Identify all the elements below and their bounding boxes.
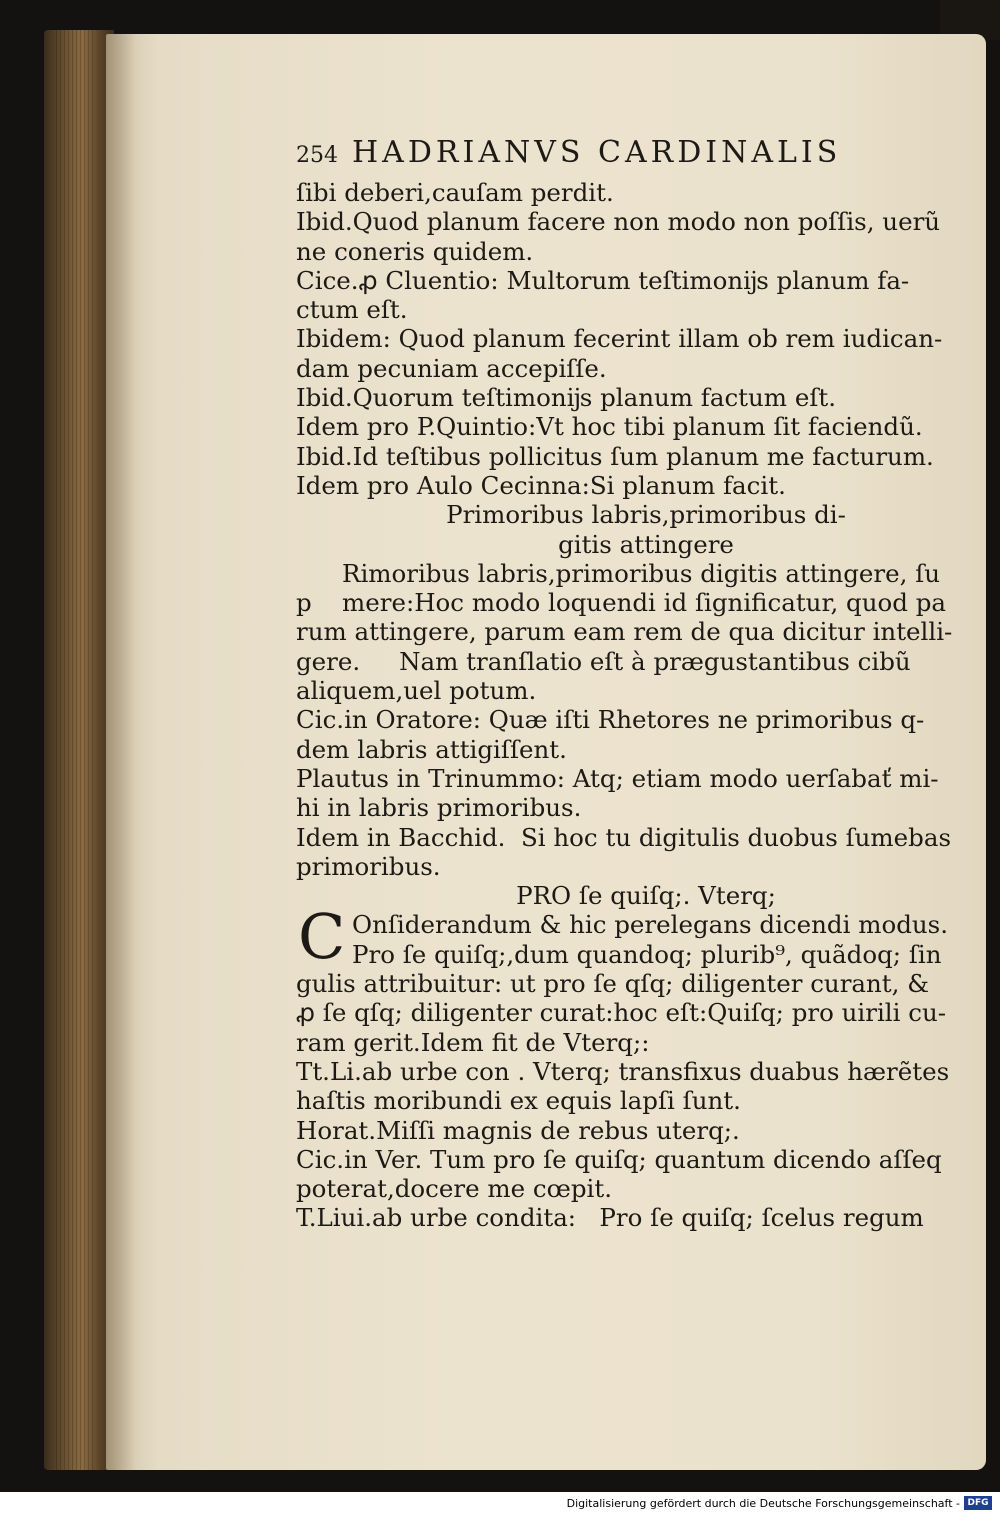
- section-heading-line-2: gitis attingere: [558, 529, 734, 559]
- text-line: primoribus.: [296, 851, 441, 881]
- text-line: Cice.ꝓ Cluentio: Multorum teſtimonĳs planum fa-: [296, 265, 910, 295]
- text-line: Cic.in Ver. Tum pro ſe quiſq; quantum dicendo aſſeq: [296, 1144, 942, 1174]
- text-line: Horat.Miſſi magnis de rebus uterq;.: [296, 1115, 740, 1145]
- text-line: Idem in Bacchid. Si hoc tu digitulis duobus ſumebas: [296, 822, 952, 852]
- running-header: [296, 135, 956, 178]
- text-line: Idem pro Aulo Cecinna:Si planum facit.: [296, 470, 786, 500]
- section-heading: PRO ſe quiſq;. Vterq;: [516, 881, 776, 911]
- text-line: ꝓ ſe qſq; diligenter curat:hoc eſt:Quiſq; pro uirili cu-: [296, 998, 947, 1028]
- text-line: rum attingere, parum eam rem de qua dicitur intelli-: [296, 617, 953, 647]
- funding-credit: Digitalisierung gefördert durch die Deutsche Forschungsgemeinschaft -: [566, 1497, 960, 1510]
- text-line: poterat,docere me cœpit.: [296, 1174, 612, 1204]
- text-line: Ibid.Quorum teſtimonĳs planum factum eſt.: [296, 383, 837, 413]
- text-line: Ibid.Id teſtibus pollicitus ſum planum me facturum.: [296, 441, 934, 471]
- text-line: gulis attribuitur: ut pro ſe qſq; diligenter curant, &: [296, 969, 930, 999]
- margin-letter: p: [296, 588, 312, 618]
- text-line: dem labris attigiſſent.: [296, 734, 567, 764]
- text-line: Ibid.Quod planum facere non modo non poſſis, uerũ: [296, 207, 941, 237]
- text-line: Tt.Li.ab urbe con . Vterq; transfixus duabus hærẽtes: [296, 1056, 950, 1086]
- text-line: ram gerit.Idem fit de Vterq;:: [296, 1027, 650, 1057]
- text-line: ctum eſt.: [296, 295, 408, 325]
- text-line: aliquem,uel potum.: [296, 676, 537, 706]
- text-line: Rimoribus labris,primoribus digitis attingere, ſu: [342, 558, 941, 588]
- text-line: ſibi deberi,cauſam perdit.: [296, 178, 614, 207]
- text-line: ne coneris quidem.: [296, 236, 534, 266]
- text-line: Ibidem: Quod planum fecerint illam ob rem iudican-: [296, 324, 943, 354]
- text-line: T.Liui.ab urbe condita: Pro ſe quiſq; ſcelus regum: [296, 1203, 924, 1233]
- digitization-footer: [0, 1492, 1000, 1516]
- book-page-edges: [44, 30, 114, 1470]
- running-title: HADRIANVS CARDINALIS: [352, 135, 842, 170]
- drop-cap: C: [298, 900, 346, 974]
- gutter-shadow: [106, 34, 136, 1470]
- text-line: Idem pro P.Quintio:Vt hoc tibi planum ſit faciendũ.: [296, 412, 923, 442]
- text-line: hi in labris primoribus.: [296, 793, 582, 823]
- text-line: C Onſiderandum & hic perelegans dicendi modus.: [298, 900, 949, 974]
- page-number: 254: [296, 143, 338, 168]
- text-line: Pro ſe quiſq;,dum quandoq; plurib⁹, quãdoq; ſin: [352, 939, 942, 969]
- text-line: haſtis moribundi ex equis lapſi ſunt.: [296, 1086, 741, 1116]
- section-heading-line-1: Primoribus labris,primoribus di-: [446, 500, 846, 530]
- page-text: [296, 135, 956, 1233]
- text-line: p mere:Hoc modo loquendi id ſignificatur, quod pa: [296, 588, 947, 618]
- text-line: Cic.in Oratore: Quæ iſti Rhetores ne primoribus q-: [296, 705, 925, 735]
- dfg-logo: DFG: [964, 1496, 992, 1510]
- text-line: gere. Nam tranſlatio eſt à prægustantibus cibũ: [296, 646, 911, 676]
- text-line: Plautus in Trinummo: Atq; etiam modo uerſabať mi-: [296, 763, 939, 793]
- text-line: dam pecuniam accepiſſe.: [296, 353, 607, 383]
